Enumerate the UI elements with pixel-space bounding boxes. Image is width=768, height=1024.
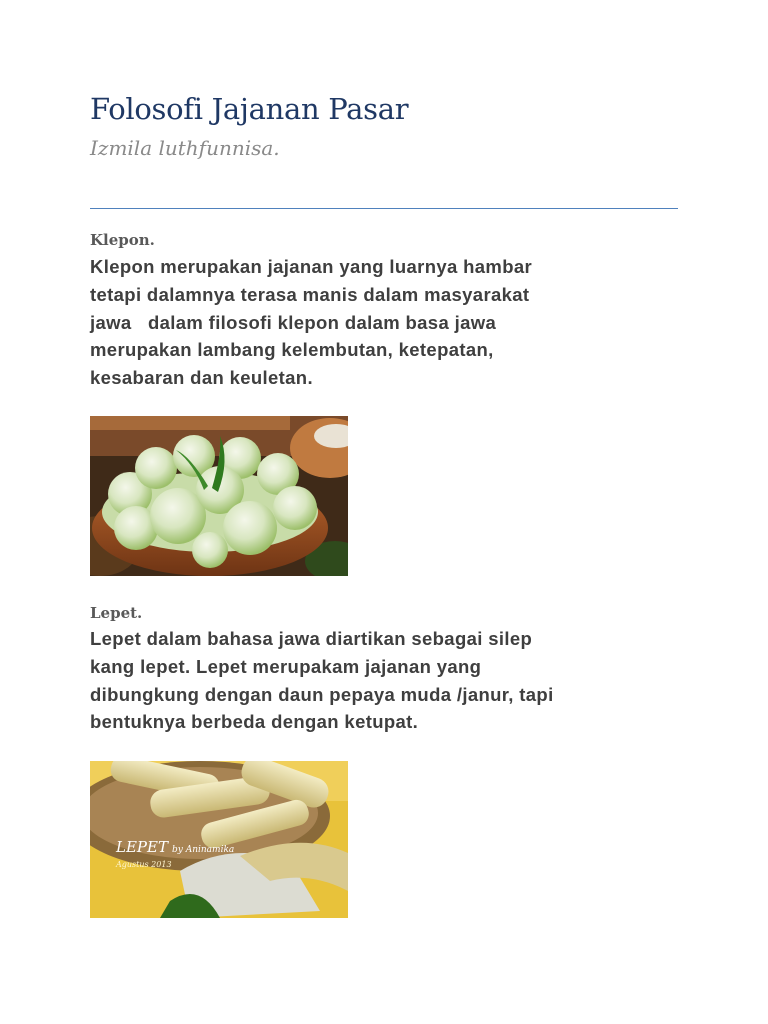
paragraph-line: kesabaran dan keuletan. [90, 367, 313, 389]
paragraph-line: Klepon merupakan jajanan yang luarnya hambar [90, 256, 533, 277]
section-paragraph-klepon [90, 253, 690, 392]
paragraph-line: bentuknya berbeda dengan ketupat. [90, 711, 419, 733]
section-paragraph-lepet [90, 625, 690, 736]
lepet-photo-caption: LEPET [116, 838, 168, 856]
paragraph-line: dibungkung dengan daun pepaya muda /janur, tapi [90, 683, 554, 705]
paragraph-line: kang lepet. Lepet merupakam jajanan yang [90, 655, 482, 677]
document-author: Izmila luthfunnisa. [90, 136, 280, 160]
title-divider [90, 208, 678, 209]
paragraph-line: jawa dalam filosofi klepon dalam basa jawa [90, 311, 497, 333]
lepet-photo-date: Agustus 2013 [116, 860, 172, 869]
section-heading-klepon: Klepon. [90, 231, 155, 249]
paragraph-line: merupakan lambang kelembutan, ketepatan, [90, 339, 494, 361]
section-heading-lepet: Lepet. [90, 604, 143, 622]
lepet-photo [90, 761, 348, 918]
document-title: Folosofi Jajanan Pasar [90, 92, 409, 126]
paragraph-line: Lepet dalam bahasa jawa diartikan sebagai silep [90, 628, 533, 649]
paragraph-line: tetapi dalamnya terasa manis dalam masyarakat [90, 283, 530, 305]
lepet-photo-credit: by Aninamika [172, 845, 235, 855]
klepon-photo [90, 416, 348, 576]
